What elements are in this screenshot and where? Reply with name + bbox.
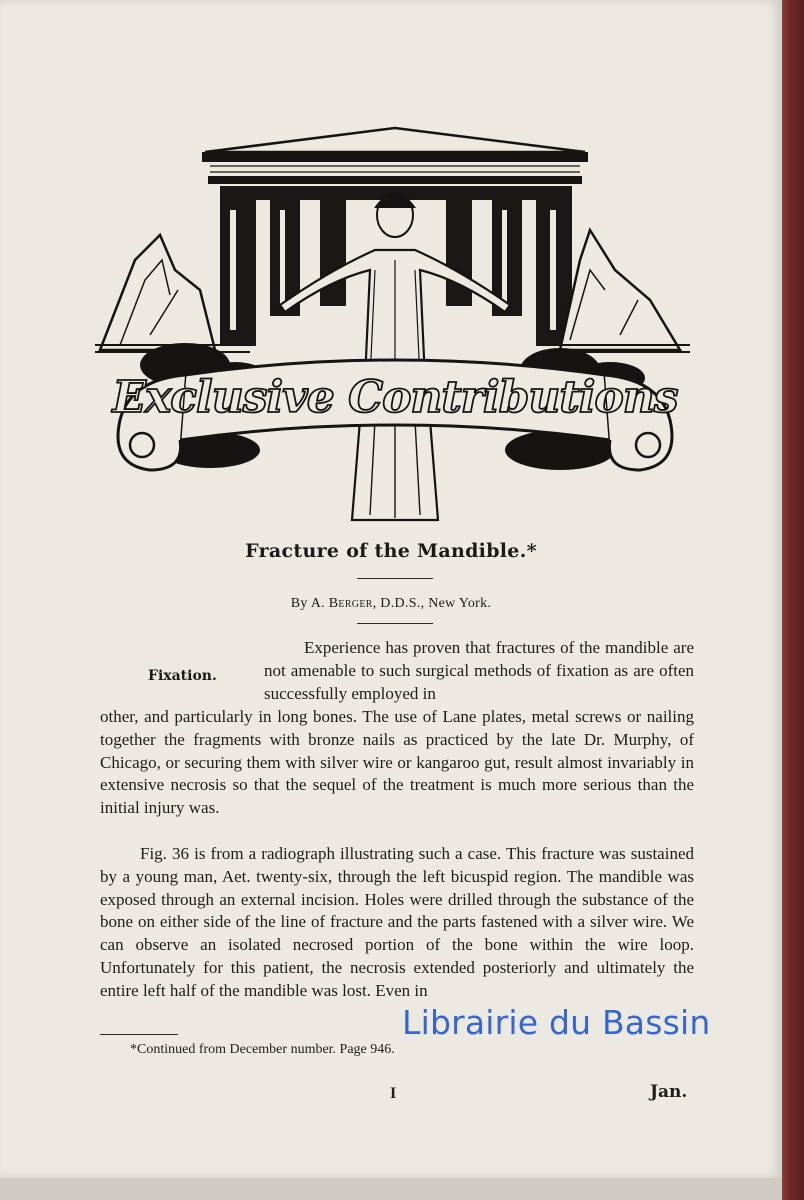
footnote: *Continued from December number. Page 946.	[130, 1042, 395, 1057]
paragraph-2: Fig. 36 is from a radiograph illustrating such a case. This fracture was sustained by a young man, Aet. twenty-six, through the left bicuspid region. The mandible was exposed through an external incision. Holes were drilled through the substance of the bone on either side of the line of fracture and the parts fastened with a silver wire. We can observe an isolated necrosed portion of the bone within the wire loop. Unfortunately for this patient, the necrosis extended posteriorly and ultimately the entire left half of the mandible was lost. Even in	[100, 844, 694, 1000]
byline	[0, 596, 782, 612]
sidenote-fixation: Fixation.	[148, 668, 217, 684]
footnote-rule	[100, 1034, 178, 1035]
byline-suffix: , D.D.S., New York.	[372, 596, 492, 611]
classical-figure	[280, 193, 510, 520]
header-illustration	[90, 120, 700, 530]
byline-prefix: By A.	[290, 596, 325, 611]
article-title: Fracture of the Mandible.*	[245, 540, 537, 562]
temple-pediment	[205, 128, 585, 152]
byline-rule	[357, 623, 433, 624]
page-number: I	[390, 1085, 397, 1102]
mountain-left	[100, 235, 215, 350]
title-rule	[357, 578, 433, 579]
watermark: Librairie du Bassin	[402, 1003, 711, 1042]
author-name: Berger	[328, 596, 373, 611]
temple-cornice	[202, 152, 588, 162]
mountain-right	[560, 230, 680, 350]
paragraph-1-opening-text: Experience has proven that fractures of the mandible are not amenable to such surgical methods of fixation as are often successfully employed in	[264, 638, 694, 703]
temple-entablature	[208, 176, 582, 184]
paragraph-1-opening	[264, 637, 694, 705]
banner-title: Exclusive Contributions	[112, 372, 678, 423]
dentil-row	[210, 166, 580, 172]
page-bottom-edge	[0, 1178, 782, 1200]
issue-month: Jan.	[650, 1082, 688, 1102]
book-binding-edge	[782, 0, 804, 1200]
paragraph-1-continued: other, and particularly in long bones. The use of Lane plates, metal screws or nailing together the fragments with bronze nails as practiced by the late Dr. Murphy, of Chicago, or securing them with silver wire or kangaroo gut, result almost invariably in extensive necrosis so that the sequel of the treatment is much more serious than the initial injury was.	[100, 707, 694, 818]
